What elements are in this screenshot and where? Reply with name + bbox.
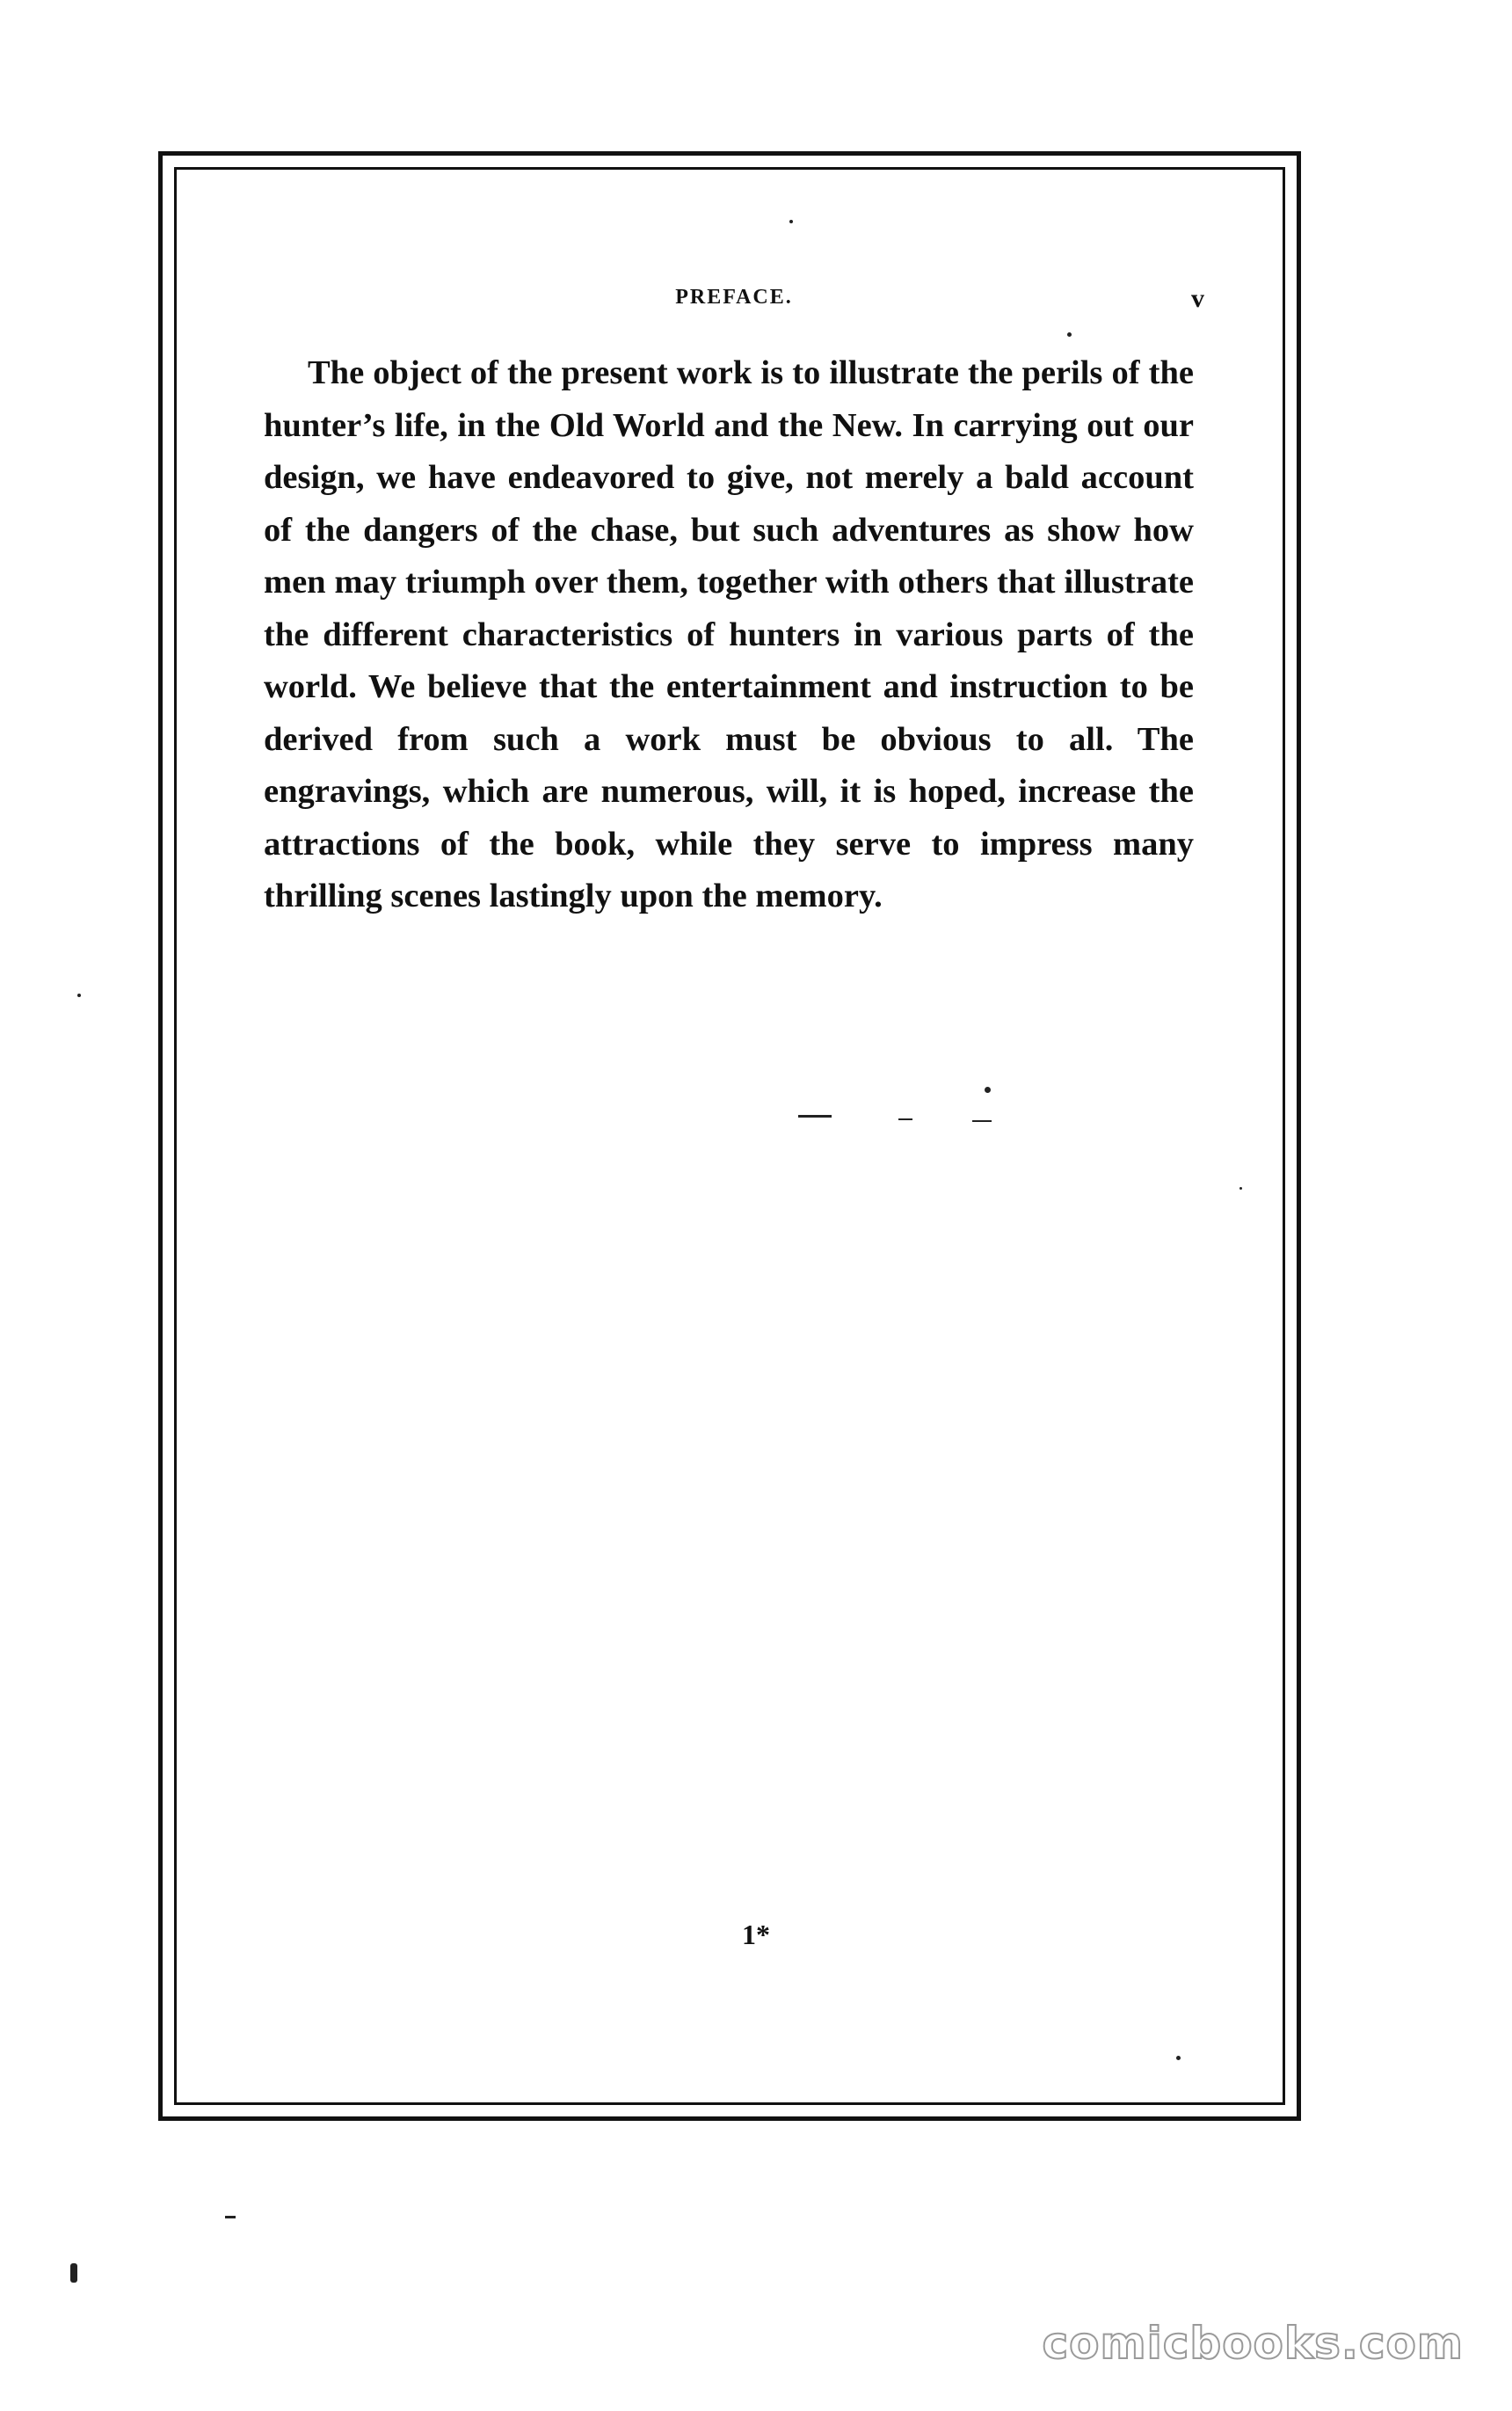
dash-mark	[898, 1118, 912, 1120]
page-number: v	[1191, 284, 1204, 313]
dash-mark	[972, 1120, 992, 1122]
speck	[77, 994, 81, 997]
signature-mark: 1*	[742, 1919, 770, 1950]
speck	[985, 1087, 991, 1093]
watermark: comicbooks.com	[1042, 2318, 1464, 2369]
speck	[1176, 2056, 1181, 2060]
speck	[70, 2263, 77, 2283]
speck	[1239, 1187, 1242, 1190]
speck	[1067, 332, 1072, 337]
dash-mark	[798, 1115, 832, 1118]
page-header	[264, 286, 1204, 321]
speck	[225, 2216, 236, 2218]
speck	[789, 220, 793, 223]
preface-paragraph: The object of the present work is to illustrate the perils of the hunter’s life, in the Old World and the New. In carrying out our design, we have endeavored to give, not merely a bald account of the dangers of the chase, but such adventures as show how men may triumph over them, together with others that illustrate the different characteristics of hunters in various parts of the world. We believe that the entertainment and instruction to be derived from such a work must be obvious to all. The engravings, which are numerous, will, it is hoped, increase the attractions of the book, while they serve to impress many thrilling scenes lastingly upon the memory.	[264, 354, 1194, 914]
running-head: PREFACE.	[675, 286, 793, 309]
